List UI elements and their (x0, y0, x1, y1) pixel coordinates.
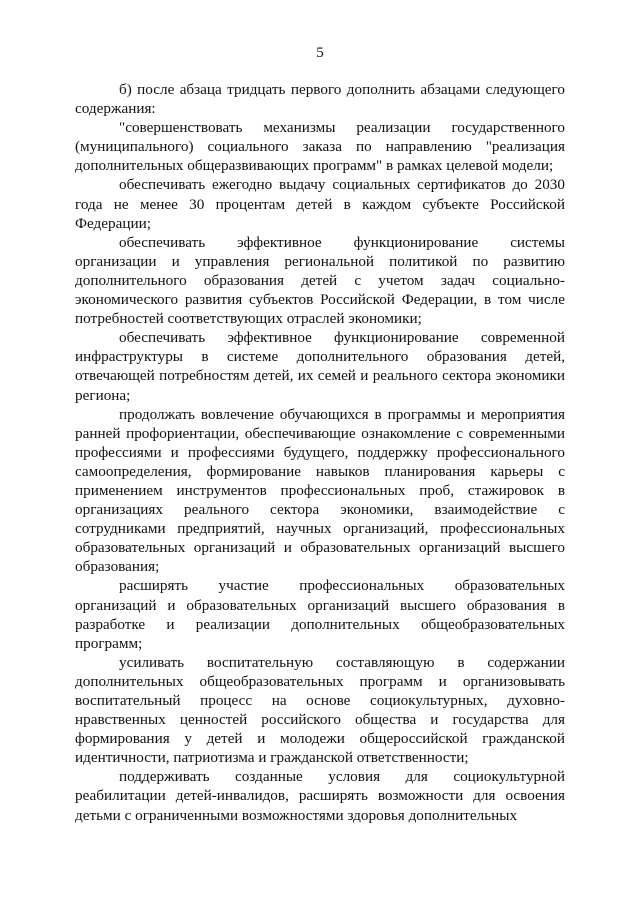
paragraph: обеспечивать ежегодно выдачу социальных сертификатов до 2030 года не менее 30 процентам детей в каждом субъекте Российской Федерации; (75, 176, 565, 232)
paragraph: поддерживать созданные условия для социокультурной реабилитации детей-инвалидов, расширять возможности для освоения детьми с ограниченными возможностями здоровья дополнительных (75, 768, 565, 824)
paragraph: усиливать воспитательную составляющую в содержании дополнительных общеобразовательных программ и организовывать воспитательный процесс на основе социокультурных, духовно-нравственных ценностей российского общества и государства для формирования у детей и молодежи общероссийской гражданской идентичности, патриотизма и гражданской ответственности; (75, 653, 565, 767)
paragraph: б) после абзаца тридцать первого дополнить абзацами следующего содержания: (75, 81, 565, 118)
paragraph: обеспечивать эффективное функционирование системы организации и управления региональной политикой по развитию дополнительного образования детей с учетом задач социально-экономического развития субъектов Российской Федерации, в том числе потребностей соответствующих отраслей экономики; (75, 233, 565, 328)
paragraph: "совершенствовать механизмы реализации государственного (муниципального) социального заказа по направлению "реализация дополнительных общеразвивающих программ" в рамках целевой модели; (75, 119, 565, 175)
page-number: 5 (316, 45, 324, 61)
document-body (75, 80, 565, 825)
paragraph: обеспечивать эффективное функционирование современной инфраструктуры в системе дополнительного образования детей, отвечающей потребностям детей, их семей и реального сектора экономики региона; (75, 329, 565, 404)
paragraph: продолжать вовлечение обучающихся в программы и мероприятия ранней профориентации, обеспечивающие ознакомление с современными профессиями и профессиями будущего, поддержку профессионального самоопределения, формирование навыков планирования карьеры с применением инструментов профессиональных проб, стажировок в организациях реального сектора экономики, взаимодействие с сотрудниками предприятий, научных организаций, профессиональных образовательных организаций и образовательных организаций высшего образования; (75, 405, 565, 576)
paragraph: расширять участие профессиональных образовательных организаций и образовательных организаций высшего образования в разработке и реализации дополнительных общеобразовательных программ; (75, 577, 565, 652)
